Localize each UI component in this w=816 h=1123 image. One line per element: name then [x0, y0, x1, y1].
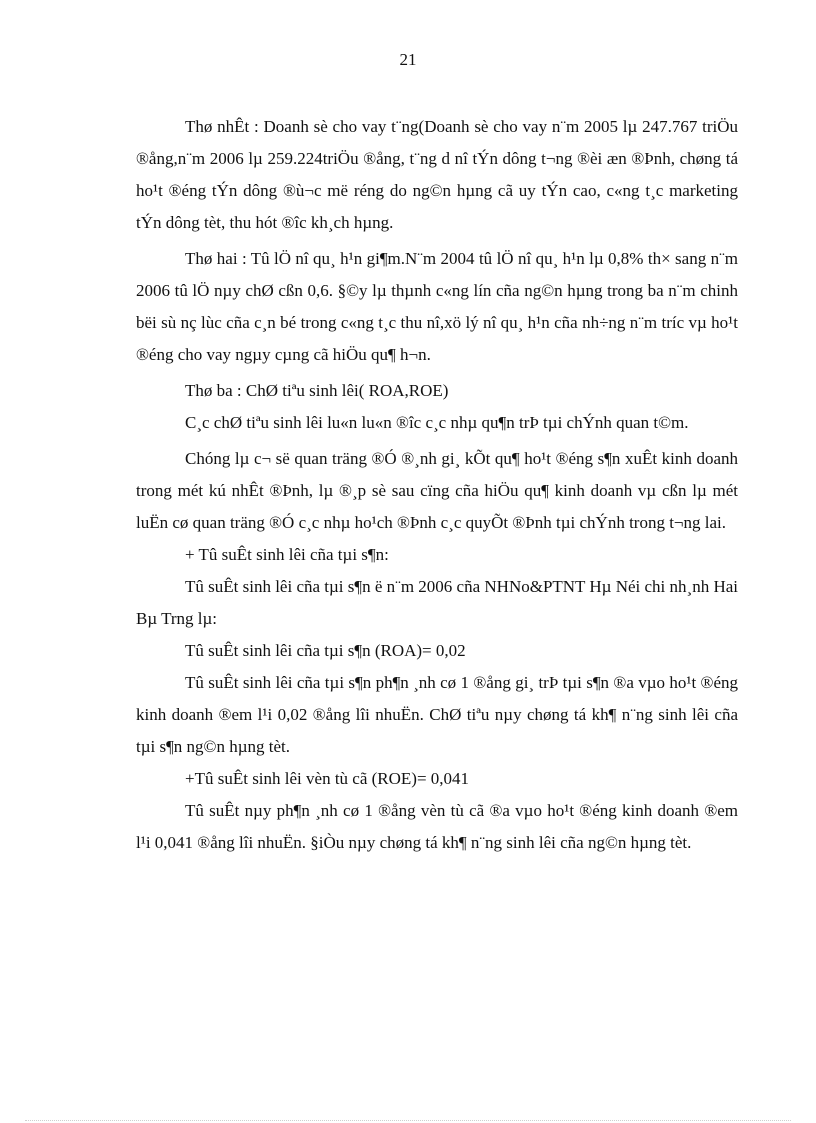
page-number: 21: [399, 50, 417, 69]
paragraph-roa-value: Tû suÊt sinh lêi cña tµi s¶n (ROA)= 0,02: [185, 641, 466, 660]
paragraph-roa-heading: + Tû suÊt sinh lêi cña tµi s¶n:: [185, 545, 389, 564]
document-body: [136, 111, 738, 859]
paragraph-third-point-heading: Thø ba : ChØ tiªu sinh lêi( ROA,ROE): [185, 381, 449, 400]
paragraph-roe-value: +Tû suÊt sinh lêi vèn tù cã (ROE)= 0,041: [185, 769, 470, 788]
paragraph-first-point: Thø nhÊt : Doanh sè cho vay t¨ng(Doanh sè cho vay n¨m 2005 lµ 247.767 triÖu ®ång,n¨m 2006 lµ 259.224triÖu ®ång, t¨ng d nî tÝn dông t¬ng ®èi æn ®Þnh, chøng tá ho¹t ®éng tÝn dông ®ù¬c më réng do ng©n hµng cã uy tÝn cao, c«ng t¸c marketing tÝn dông tèt, thu hót ®îc kh¸ch hµng.: [136, 117, 738, 232]
page-bottom-divider: [25, 1120, 791, 1121]
paragraph-profitability-intro: C¸c chØ tiªu sinh lêi lu«n lu«n ®îc c¸c nhµ qu¶n trÞ tµi chÝnh quan t©m.: [185, 413, 689, 432]
paragraph-second-point: Thø hai : Tû lÖ nî qu¸ h¹n gi¶m.N¨m 2004 tû lÖ nî qu¸ h¹n lµ 0,8% th× sang n¨m 2006 tû lÖ nµy chØ cßn 0,6. §©y lµ thµnh c«ng lín cña ng©n hµng trong ba n¨m chinh bëi sù nç lùc cña c¸n bé trong c«ng t¸c thu nî,xö lý nî qu¸ h¹n cña nh÷ng n¨m tríc vµ ho¹t ®éng cho vay ngµy cµng cã hiÖu qu¶ h¬n.: [136, 249, 738, 364]
paragraph-roe-explanation: Tû suÊt nµy ph¶n ¸nh cø 1 ®ång vèn tù cã ®a vµo ho¹t ®éng kinh doanh ®em l¹i 0,041 ®ång lîi nhuËn. §iÒu nµy chøng tá kh¶ n¨ng sinh lêi cña ng©n hµng tèt.: [136, 801, 738, 852]
paragraph-roa-context: Tû suÊt sinh lêi cña tµi s¶n ë n¨m 2006 cña NHNo&PTNT Hµ Néi chi nh¸nh Hai Bµ Trng lµ:: [136, 577, 738, 628]
paragraph-profitability-basis: Chóng lµ c¬ së quan träng ®Ó ®¸nh gi¸ kÕt qu¶ ho¹t ®éng s¶n xuÊt kinh doanh trong mét kú nhÊt ®Þnh, lµ ®¸p sè sau cïng cña hiÖu qu¶ kinh doanh vµ cßn lµ mét luËn cø quan träng ®Ó c¸c nhµ ho¹ch ®Þnh c¸c quyÕt ®Þnh tµi chÝnh trong t¬ng lai.: [136, 449, 738, 532]
paragraph-roa-explanation: Tû suÊt sinh lêi cña tµi s¶n ph¶n ¸nh cø 1 ®ång gi¸ trÞ tµi s¶n ®a vµo ho¹t ®éng kinh doanh ®em l¹i 0,02 ®ång lîi nhuËn. ChØ tiªu nµy chøng tá kh¶ n¨ng sinh lêi cña tµi s¶n ng©n hµng tèt.: [136, 673, 738, 756]
